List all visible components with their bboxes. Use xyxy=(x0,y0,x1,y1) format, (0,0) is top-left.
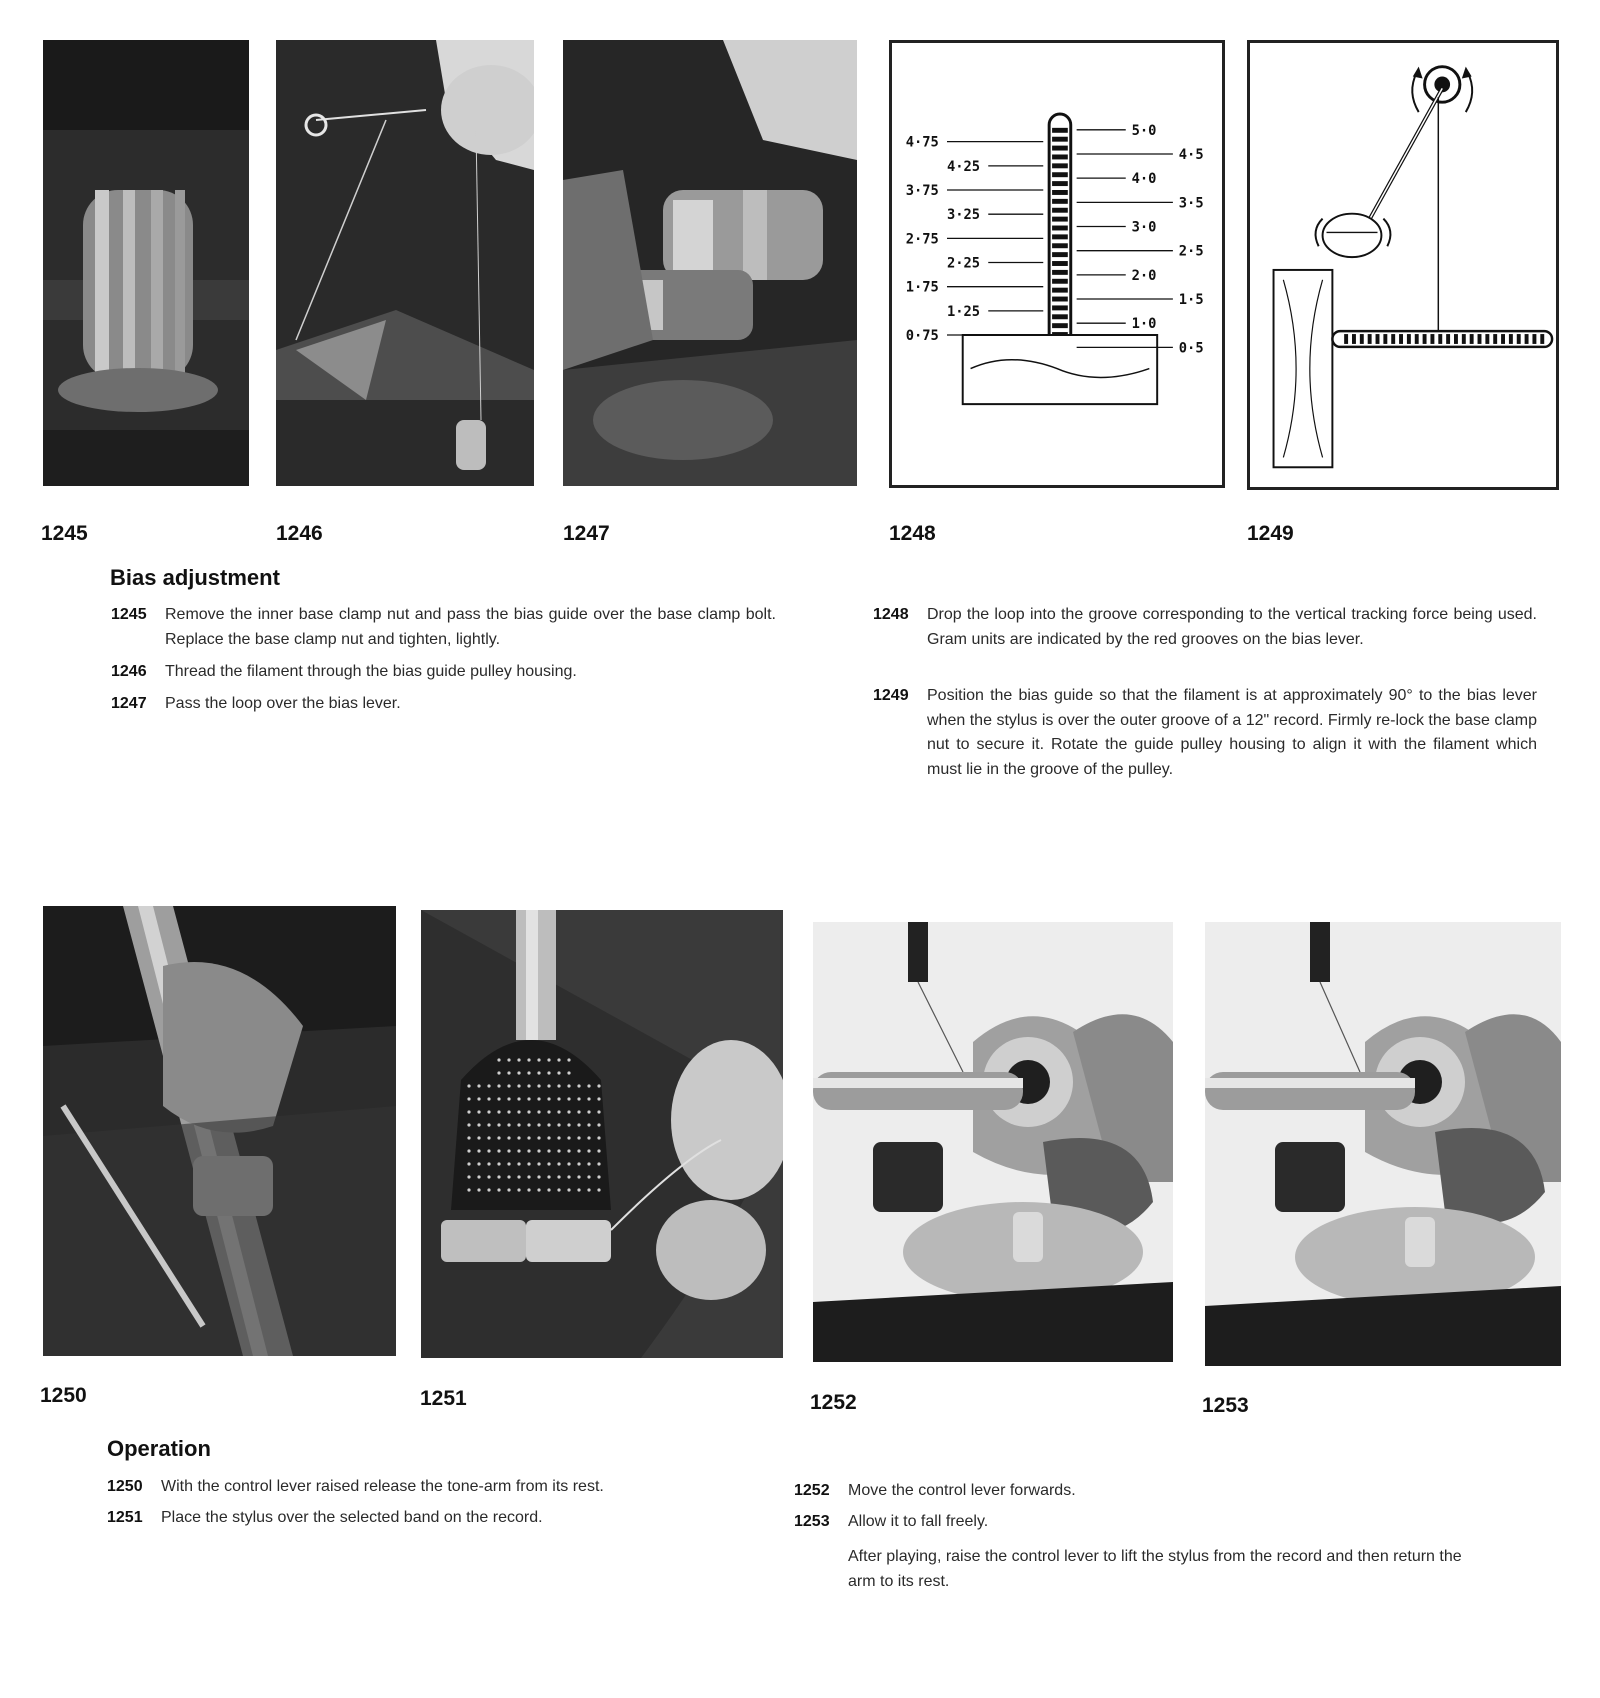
step-1252 xyxy=(794,1479,1454,1504)
groove-label-right: 2·0 xyxy=(1131,267,1157,284)
figure-number-1246: 1246 xyxy=(276,522,323,545)
groove-label-right: 3·0 xyxy=(1131,219,1157,236)
groove-label-left: 1·75 xyxy=(905,279,939,296)
figure-number-1251: 1251 xyxy=(420,1387,467,1410)
groove-label-left: 3·75 xyxy=(905,182,939,199)
photo-1250 xyxy=(43,906,396,1356)
figure-number-1250: 1250 xyxy=(40,1384,87,1407)
step-text: Remove the inner base clamp nut and pass the bias guide over the base clamp bolt. Replace the base clamp nut and tighten, lightly. xyxy=(165,606,776,648)
step-number: 1245 xyxy=(111,606,147,623)
step-text: Pass the loop over the bias lever. xyxy=(165,695,401,712)
groove-label-right: 0·5 xyxy=(1178,340,1204,357)
step-text: Thread the filament through the bias guide pulley housing. xyxy=(165,663,577,680)
figure-number-1252: 1252 xyxy=(810,1391,857,1414)
step-1248 xyxy=(873,603,1537,652)
step-text: Place the stylus over the selected band on the record. xyxy=(161,1509,543,1526)
groove-label-left: 3·25 xyxy=(947,207,981,224)
step-1246 xyxy=(111,660,776,685)
photo-1246 xyxy=(276,40,534,486)
photo-1245 xyxy=(43,40,249,486)
step-text: Move the control lever forwards. xyxy=(848,1482,1076,1499)
step-number: 1249 xyxy=(873,687,909,704)
step-1249 xyxy=(873,684,1537,782)
photo-1253 xyxy=(1205,922,1561,1366)
photo-1252 xyxy=(813,922,1173,1362)
figure-number-1245: 1245 xyxy=(41,522,88,545)
diagram-1248 xyxy=(889,40,1225,488)
step-1253 xyxy=(794,1510,1454,1535)
figure-number-1247: 1247 xyxy=(563,522,610,545)
groove-label-right: 3·5 xyxy=(1178,195,1204,212)
groove-label-left: 2·25 xyxy=(947,255,981,272)
figure-number-1249: 1249 xyxy=(1247,522,1294,545)
step-number: 1250 xyxy=(107,1478,143,1495)
figure-number-1253: 1253 xyxy=(1202,1394,1249,1417)
step-text: Position the bias guide so that the filament is at approximately 90° to the bias lever when the stylus is over the outer groove of a 12" record. Firmly re-lock the base clamp nut to secure it. Rotate the guide pulley housing to align it with the filament which must lie in the groove of the pulley. xyxy=(927,687,1537,778)
groove-label-right: 4·0 xyxy=(1131,171,1157,188)
step-number: 1248 xyxy=(873,606,909,623)
step-number: 1253 xyxy=(794,1513,830,1530)
groove-label-left: 4·25 xyxy=(947,158,981,175)
step-1251 xyxy=(107,1506,747,1531)
step-text: With the control lever raised release the tone-arm from its rest. xyxy=(161,1478,604,1495)
step-text: Drop the loop into the groove corresponding to the vertical tracking force being used. Gram units are indicated by the red grooves on the bias lever. xyxy=(927,606,1537,648)
groove-label-right: 4·5 xyxy=(1178,146,1204,163)
step-number: 1252 xyxy=(794,1482,830,1499)
figure-number-1248: 1248 xyxy=(889,522,936,545)
groove-label-right: 5·0 xyxy=(1131,122,1157,139)
step-number: 1247 xyxy=(111,695,147,712)
section-heading-operation: Operation xyxy=(107,1436,211,1461)
section-heading-bias-adjustment: Bias adjustment xyxy=(110,565,280,590)
groove-label-left: 4·75 xyxy=(905,134,939,151)
groove-label-right: 1·5 xyxy=(1178,291,1204,308)
groove-label-left: 1·25 xyxy=(947,303,981,320)
step-1250 xyxy=(107,1475,747,1500)
groove-label-left: 2·75 xyxy=(905,231,939,248)
photo-1247 xyxy=(563,40,857,486)
diagram-1249 xyxy=(1247,40,1559,490)
groove-label-left: 0·75 xyxy=(905,327,939,344)
groove-label-right: 1·0 xyxy=(1131,316,1157,333)
groove-label-right: 2·5 xyxy=(1178,243,1204,260)
photo-1251 xyxy=(421,910,783,1358)
step-text: Allow it to fall freely. xyxy=(848,1513,989,1530)
after-playing-note: After playing, raise the control lever to lift the stylus from the record and then return the arm to its rest. xyxy=(848,1548,1462,1590)
step-number: 1251 xyxy=(107,1509,143,1526)
step-1245 xyxy=(111,603,776,652)
step-1247 xyxy=(111,692,776,717)
step-number: 1246 xyxy=(111,663,147,680)
